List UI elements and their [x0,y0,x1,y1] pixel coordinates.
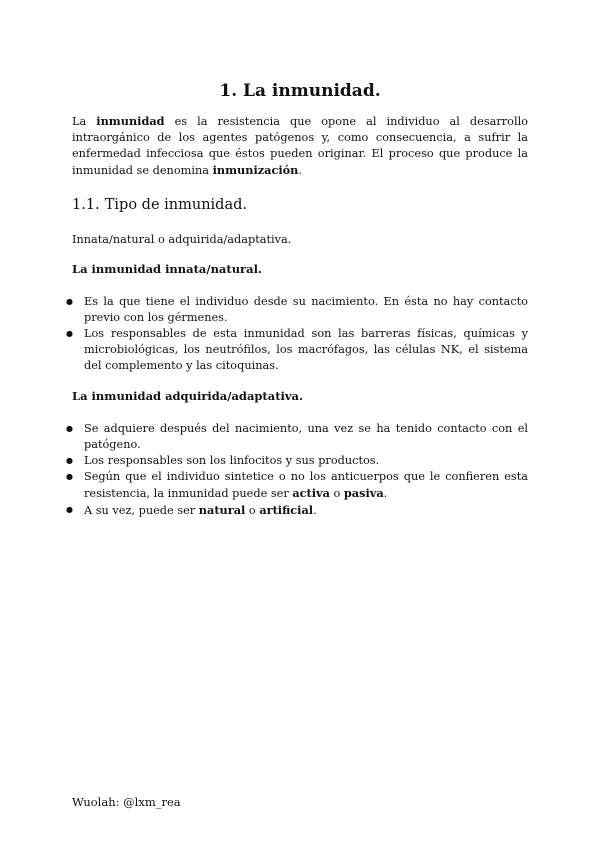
list-text: o [329,487,344,500]
bold-natural: natural [198,503,246,517]
bold-artificial: artificial [259,503,314,517]
intro-bold-inmunizacion: inmunización [212,163,299,177]
page-title: 1. La inmunidad. [219,81,381,102]
intro-paragraph [72,113,528,179]
innate-label: La inmunidad innata/natural. [72,262,262,276]
list-text: . [383,487,388,500]
footer-credit: Wuolah: @lxm_rea [72,795,181,809]
list-item [72,502,528,519]
innate-list [72,294,528,374]
bold-pasiva: pasiva [343,486,384,500]
intro-text-1: La [72,115,97,128]
list-item: ● Se adquiere después del nacimiento, una vez se ha tenido contacto con el patógeno. [72,421,528,453]
list-item [72,469,528,502]
list-item: ● Los responsables son los linfocitos y sus productos. [72,453,528,469]
intro-text-3: . [298,164,302,177]
section-heading [72,196,247,213]
types-line: Innata/natural o adquirida/adaptativa. [72,233,292,246]
list-text: A su vez, puede ser [84,504,199,517]
list-text: o [245,504,260,517]
intro-bold-inmunidad: inmunidad [96,114,165,128]
list-text: . [313,504,317,517]
section-number: 1.1. [72,197,100,213]
list-item: ● Es la que tiene el individuo desde su nacimiento. En ésta no hay contacto previo con los gérmenes. [72,294,528,326]
adaptive-list [72,421,528,519]
section-title: Tipo de inmunidad. [104,197,247,213]
intro-text-2: es la resistencia que opone al individuo al desarrollo intraorgánico de los agentes patógenos y, como consecuencia, a sufrir la enfermedad infecciosa que éstos pueden originar. El proceso que produce la inmunidad se denomina [72,115,529,177]
adaptive-label: La inmunidad adquirida/adaptativa. [72,389,304,403]
list-item: ● Los responsables de esta inmunidad son las barreras físicas, químicas y microbiológicas, los neutrófilos, los macrófagos, las células NK, el sistema del complemento y las citoquinas. [72,326,528,374]
list-text: Según que el individuo sintetice o no los anticuerpos que le confieren esta resistencia, la inmunidad puede ser [84,470,528,500]
bold-activa: activa [292,486,330,500]
